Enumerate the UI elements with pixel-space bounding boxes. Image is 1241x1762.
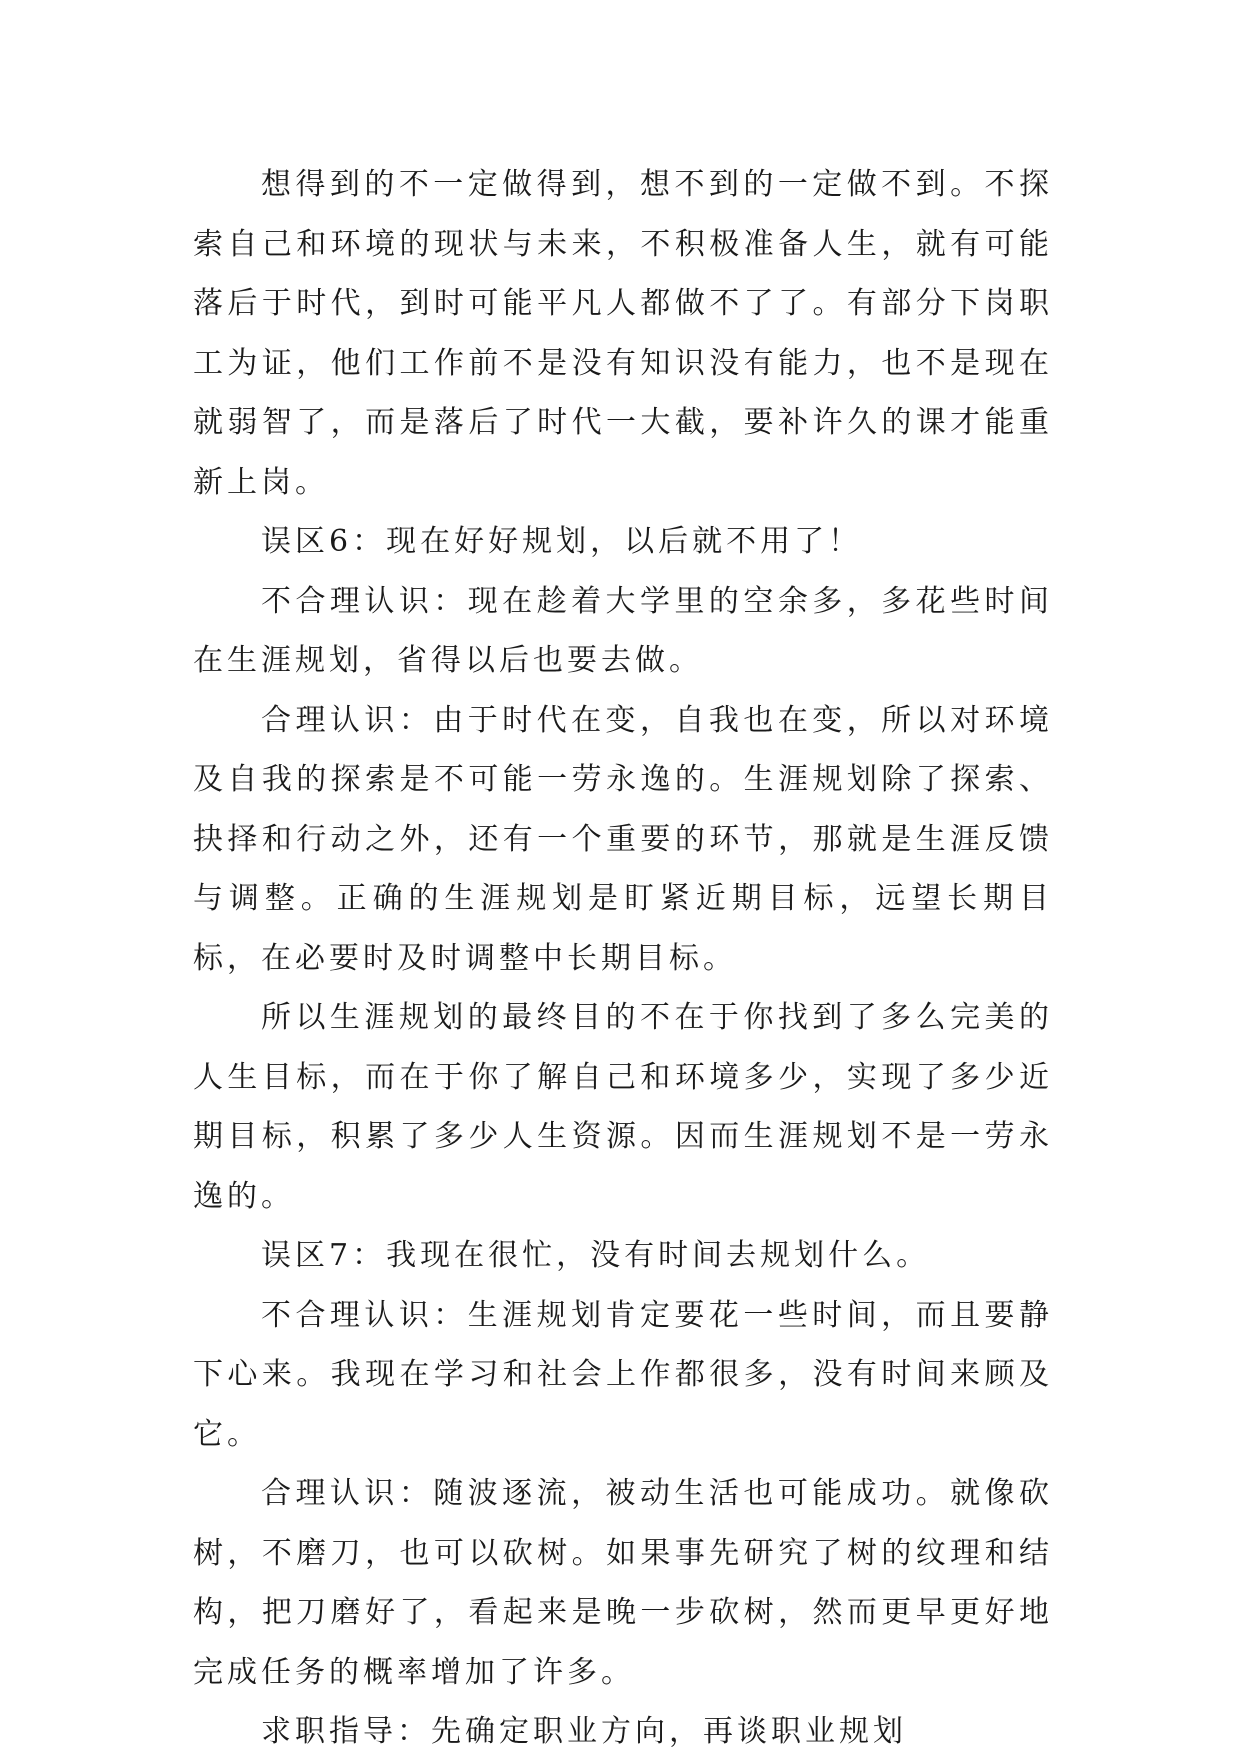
paragraph: 合理认识：随波逐流，被动生活也可能成功。就像砍树，不磨刀，也可以砍树。如果事先研究了树的纹理和结构，把刀磨好了，看起来是晚一步砍树，然而更早更好地完成任务的概率增加了许多。 [193,1476,1053,1690]
paragraph: 不合理认识：生涯规划肯定要花一些时间，而且要静下心来。我现在学习和社会上作都很多，没有时间来顾及它。 [193,1297,1053,1452]
paragraph: 不合理认识：现在趁着大学里的空余多，多花些时间在生涯规划，省得以后也要去做。 [193,583,1053,678]
document-page [193,155,1053,1762]
paragraph: 合理认识：由于时代在变，自我也在变，所以对环境及自我的探索是不可能一劳永逸的。生涯规划除了探索、抉择和行动之外，还有一个重要的环节，那就是生涯反馈与调整。正确的生涯规划是盯紧近期目标，远望长期目标，在必要时及时调整中长期目标。 [193,702,1053,976]
section-heading-misconception-6: 误区6：现在好好规划，以后就不用了！ [261,524,863,559]
paragraph: 想得到的不一定做得到，想不到的一定做不到。不探索自己和环境的现状与未来，不积极准备人生，就有可能落后于时代，到时可能平凡人都做不了了。有部分下岗职工为证，他们工作前不是没有知识没有能力，也不是现在就弱智了，而是落后了时代一大截，要补许久的课才能重新上岗。 [193,167,1053,500]
paragraph: 所以生涯规划的最终目的不在于你找到了多么完美的人生目标，而在于你了解自己和环境多少，实现了多少近期目标，积累了多少人生资源。因而生涯规划不是一劳永逸的。 [193,1000,1053,1214]
section-heading-job-guidance: 求职指导：先确定职业方向，再谈职业规划 [261,1714,907,1749]
section-heading-misconception-7: 误区7：我现在很忙，没有时间去规划什么。 [261,1238,931,1273]
